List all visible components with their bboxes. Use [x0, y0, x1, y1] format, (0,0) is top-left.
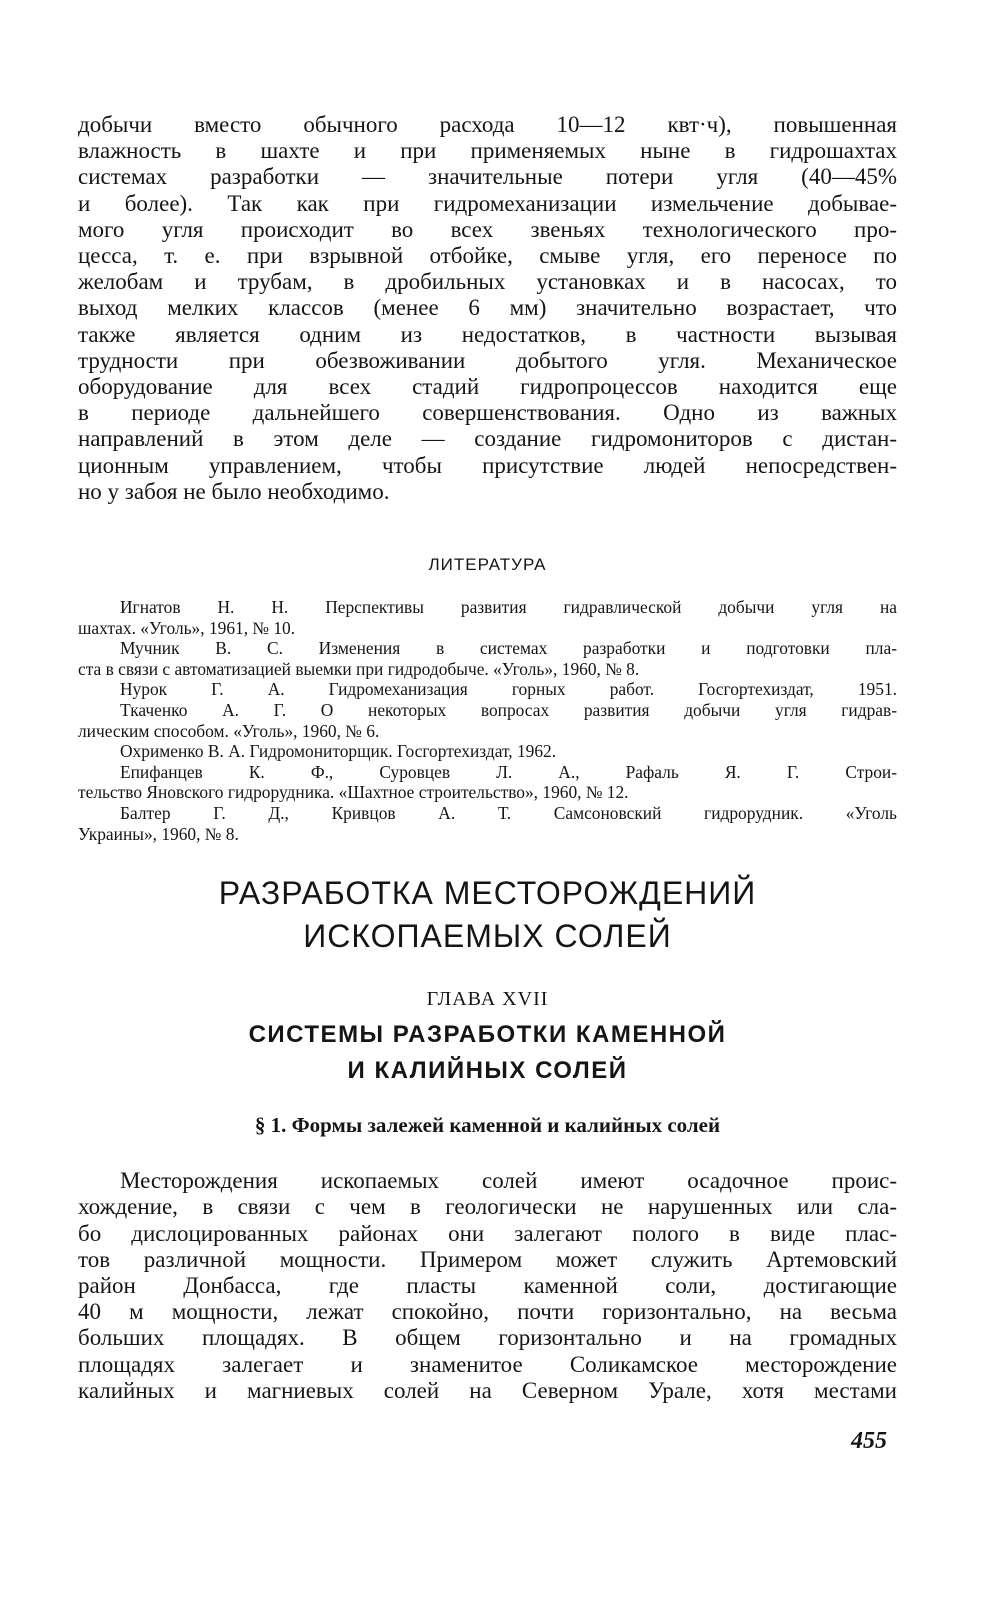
text-line: район Донбасса, где пласты каменной соли, достигающие: [78, 1272, 897, 1298]
text-line: также является одним из недостатков, в частности вызывая: [78, 321, 897, 347]
reference-line: Ткаченко А. Г. О некоторых вопросах развития добычи угля гидрав-: [120, 700, 897, 721]
reference-item: [78, 638, 897, 679]
part-title: [78, 872, 897, 958]
text-line: выход мелких классов (менее 6 мм) значительно возрастает, что: [78, 295, 897, 321]
reference-line: ста в связи с автоматизацией выемки при гидродобыче. «Уголь», 1960, № 8.: [78, 658, 640, 679]
text-line: желобам и трубам, в дробильных установках и в насосах, то: [78, 269, 897, 295]
chapter-title: [78, 1017, 897, 1089]
text-line: добычи вместо обычного расхода 10—12 квт·ч), повышенная: [78, 112, 897, 137]
reference-item: [78, 700, 897, 741]
text-line: бо дислоцированных районах они залегают полого в виде плас-: [78, 1220, 897, 1246]
intro-paragraph: [78, 112, 897, 505]
text-line: трудности при обезвоживании добытого угля. Механическое: [78, 347, 897, 373]
reference-line: Мучник В. С. Изменения в системах разработки и подготовки пла-: [120, 638, 897, 659]
page-number: 455: [851, 1428, 887, 1454]
chapter-label: ГЛАВА XVII: [426, 988, 549, 1011]
reference-line: шахтах. «Уголь», 1961, № 10.: [78, 617, 296, 638]
text-line: в периоде дальнейшего совершенствования. Одно из важных: [78, 400, 897, 426]
reference-list: [78, 597, 897, 844]
text-line: калийных и магниевых солей на Северном Урале, хотя местами: [78, 1377, 897, 1403]
text-line: тов различной мощности. Примером может служить Артемовский: [78, 1246, 897, 1272]
reference-line: Балтер Г. Д., Кривцов А. Т. Самсоновский гидрорудник. «Уголь: [120, 802, 897, 823]
body-paragraph: [78, 1168, 897, 1404]
text-line: влажность в шахте и при применяемых ныне в гидрошахтах: [78, 138, 897, 164]
reference-item: [78, 803, 897, 844]
part-title-line: РАЗРАБОТКА МЕСТОРОЖДЕНИЙ: [218, 875, 757, 912]
text-line: направлений в этом деле — создание гидромониторов с дистан-: [78, 426, 897, 452]
text-line: оборудование для всех стадий гидропроцессов находится еще: [78, 374, 897, 400]
reference-line: Украины», 1960, № 8.: [78, 823, 239, 844]
reference-item: [78, 741, 897, 762]
chapter-title-line: И КАЛИЙНЫХ СОЛЕЙ: [347, 1057, 628, 1085]
text-line: хождение, в связи с чем в геологически не нарушенных или сла-: [78, 1194, 897, 1220]
reference-line: Игнатов Н. Н. Перспективы развития гидравлической добычи угля на: [120, 597, 897, 618]
text-line: 40 м мощности, лежат спокойно, почти горизонтально, на весьма: [78, 1299, 897, 1325]
text-line: ционным управлением, чтобы присутствие людей непосредствен-: [78, 452, 897, 478]
reference-line: лическим способом. «Уголь», 1960, № 6.: [78, 720, 380, 741]
text-line: и более). Так как при гидромеханизации измельчение добывае-: [78, 190, 897, 216]
reference-line: Нурок Г. А. Гидромеханизация горных работ. Госгортехиздат, 1951.: [120, 679, 897, 700]
reference-line: Епифанцев К. Ф., Суровцев Л. А., Рафаль Я. Г. Строи-: [120, 761, 897, 782]
reference-line: Охрименко В. А. Гидромониторщик. Госгортехиздат, 1962.: [120, 741, 557, 762]
reference-item: [78, 762, 897, 803]
text-line: мого угля происходит во всех звеньях технологического про-: [78, 216, 897, 242]
text-line: системах разработки — значительные потери угля (40—45%: [78, 164, 897, 190]
text-line: но у забоя не было необходимо.: [78, 478, 390, 504]
chapter-title-line: СИСТЕМЫ РАЗРАБОТКИ КАМЕННОЙ: [248, 1021, 727, 1049]
part-title-line: ИСКОПАЕМЫХ СОЛЕЙ: [303, 918, 672, 955]
reference-line: тельство Яновского гидрорудника. «Шахтное строительство», 1960, № 12.: [78, 782, 629, 803]
text-line: цесса, т. е. при взрывной отбойке, смыве угля, его переносе по: [78, 243, 897, 269]
reference-item: [78, 597, 897, 638]
text-line: больших площадях. В общем горизонтально и на громадных: [78, 1325, 897, 1351]
reference-item: [78, 679, 897, 700]
section-title: § 1. Формы залежей каменной и калийных солей: [254, 1113, 721, 1138]
text-line: площадях залегает и знаменитое Соликамское месторождение: [78, 1351, 897, 1377]
literature-heading: ЛИТЕРАТУРА: [428, 555, 547, 575]
text-line: Месторождения ископаемых солей имеют осадочное проис-: [120, 1168, 897, 1194]
